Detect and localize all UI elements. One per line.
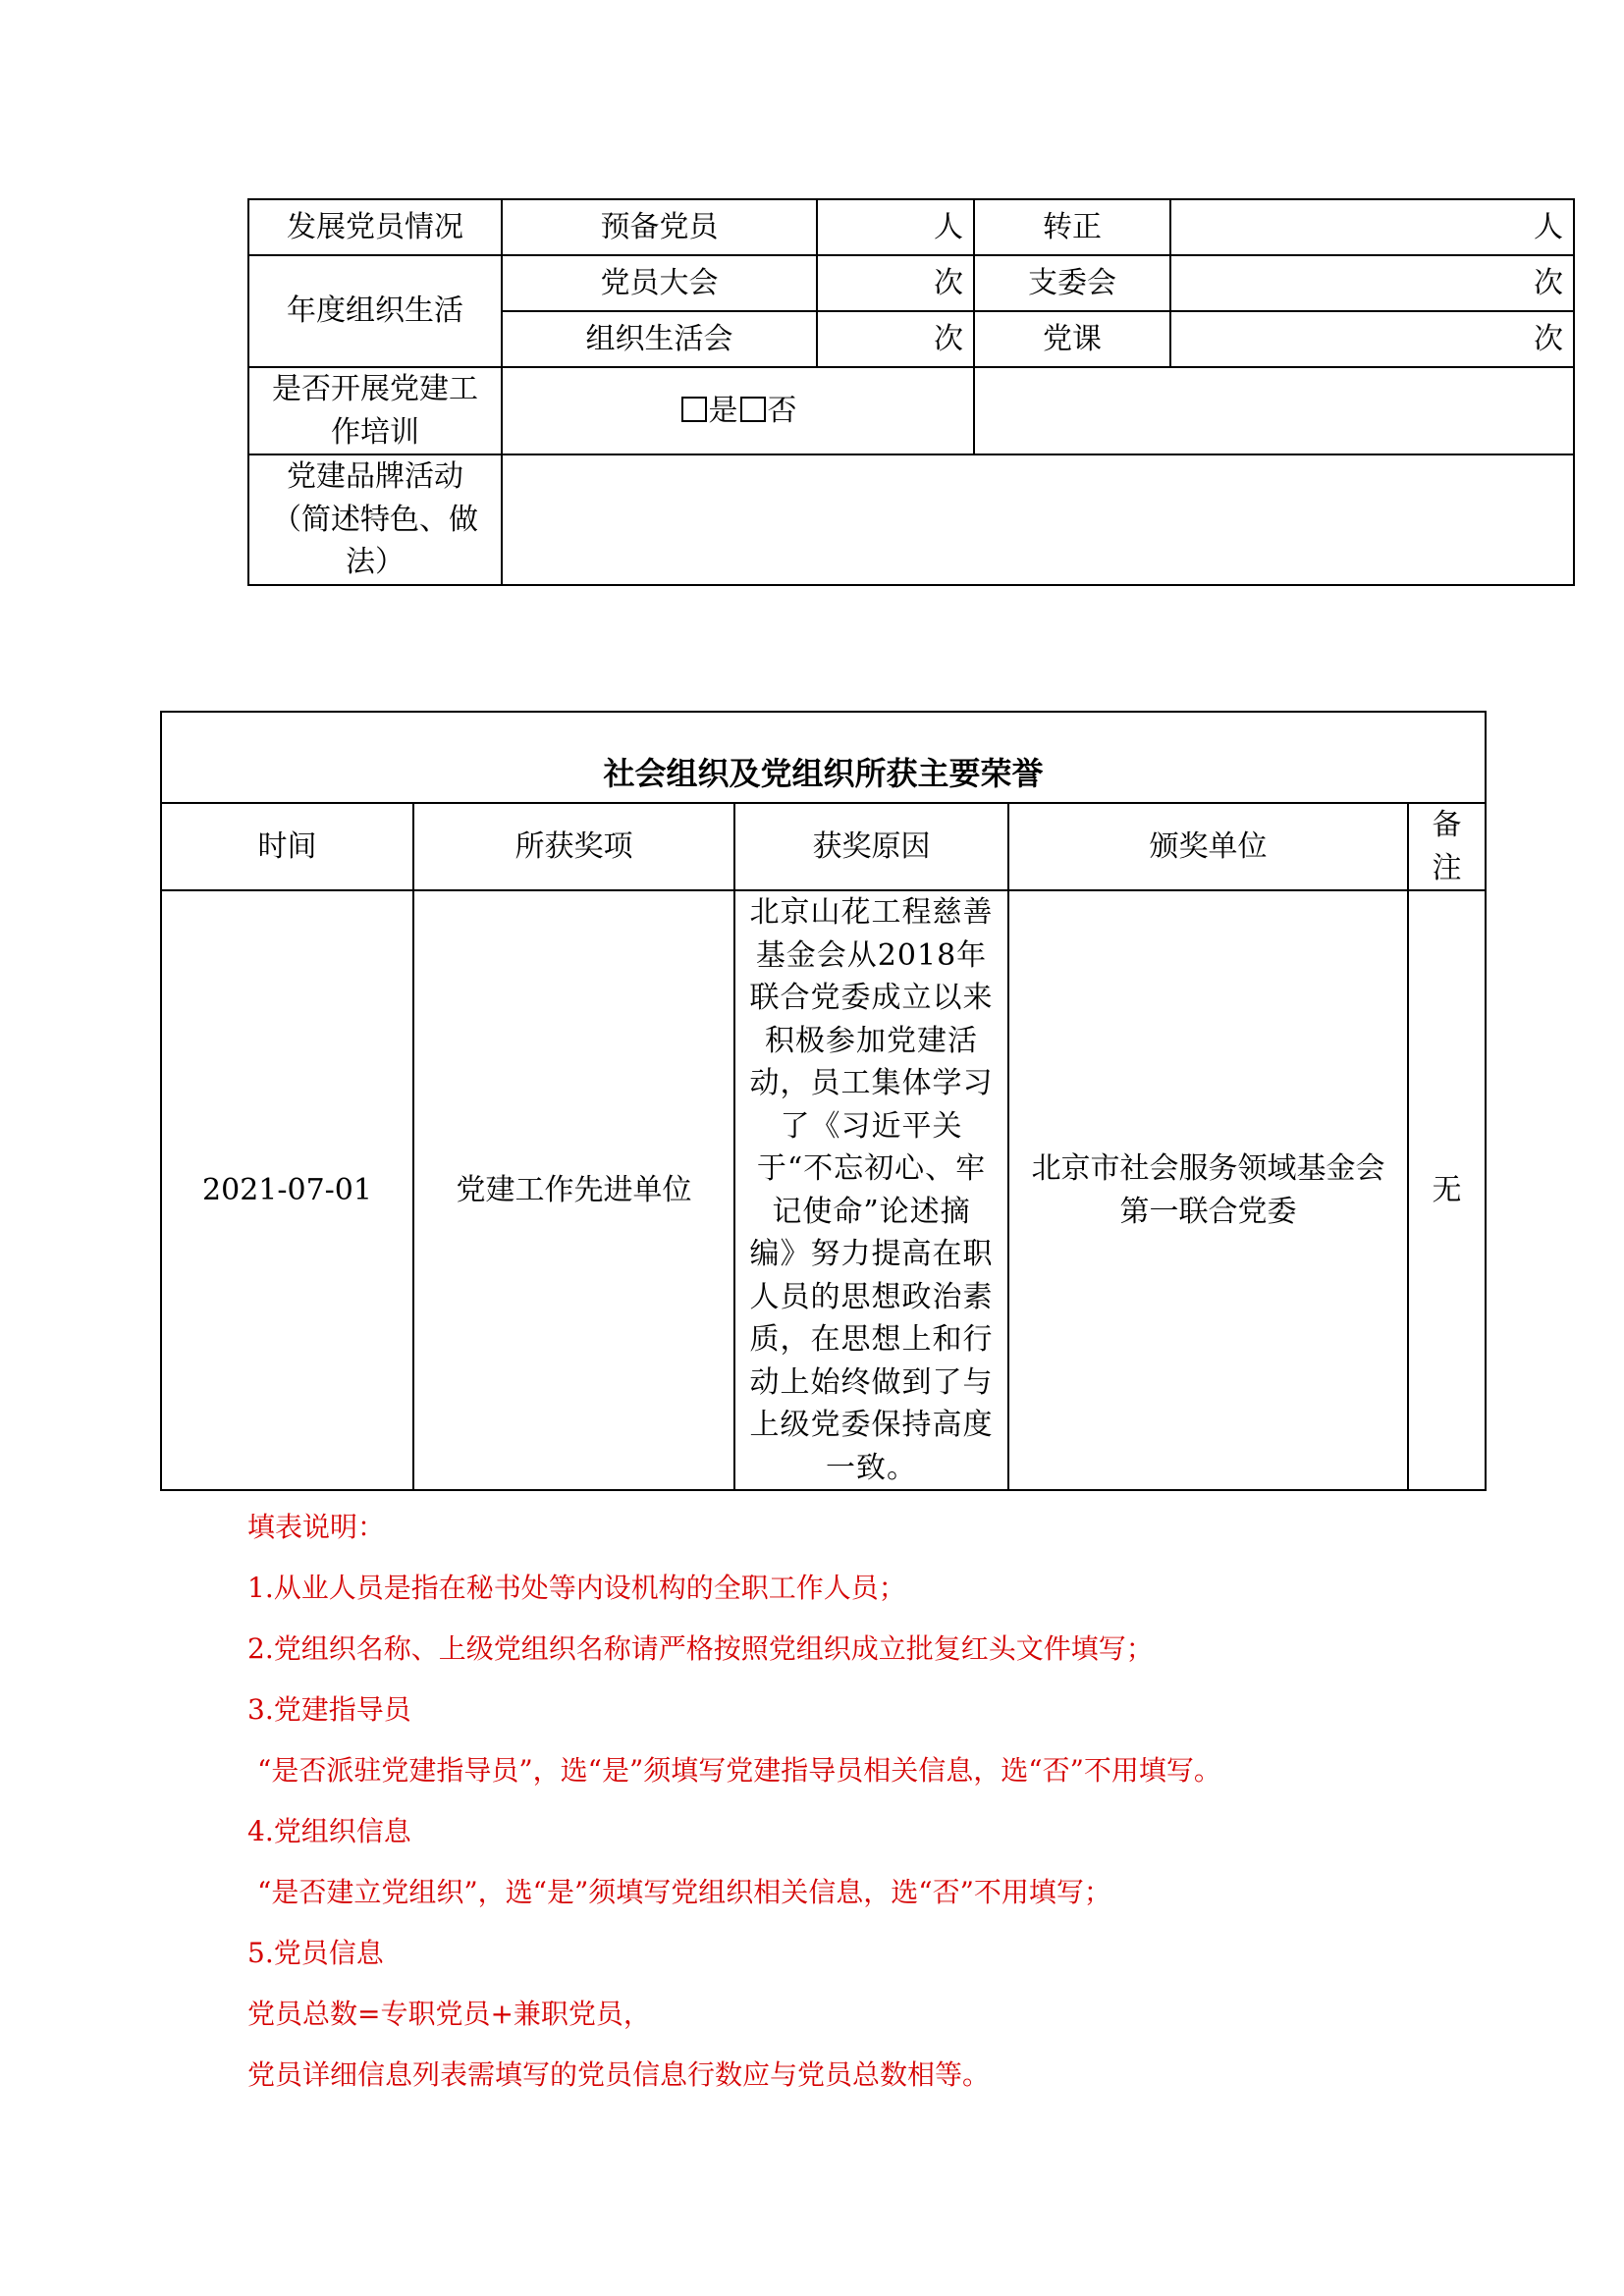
- honor-reason: 北京山花工程慈善基金会从2018年联合党委成立以来积极参加党建活动，员工集体学习了《习近平关于“不忘初心、牢记使命”论述摘编》努力提高在职人员的思想政治素质，在思想上和行动上始终做到了与上级党委保持高度一致。: [734, 890, 1008, 1490]
- note-4: 4.党组织信息: [247, 1815, 411, 1847]
- branch-committee-value-cell[interactable]: 次: [1170, 255, 1574, 311]
- training-detail-cell[interactable]: [974, 367, 1574, 454]
- header-award: 所获奖项: [413, 803, 734, 890]
- probationary-value-cell[interactable]: 人: [817, 199, 974, 255]
- note-1: 1.从业人员是指在秘书处等内设机构的全职工作人员；: [247, 1572, 906, 1604]
- notes-heading: 填表说明：: [247, 1511, 386, 1543]
- header-issuer: 颁奖单位: [1008, 803, 1408, 890]
- org-life-meeting-value-cell[interactable]: 次: [817, 311, 974, 367]
- full-member-label: 转正: [974, 199, 1170, 255]
- party-lesson-label: 党课: [974, 311, 1170, 367]
- full-member-value-cell[interactable]: 人: [1170, 199, 1574, 255]
- honor-note: 无: [1408, 890, 1486, 1490]
- note-5-detail-2: 党员详细信息列表需填写的党员信息行数应与党员总数相等。: [247, 2058, 991, 2091]
- filling-instructions: [247, 1508, 1524, 2116]
- probationary-label: 预备党员: [502, 199, 817, 255]
- general-meeting-label: 党员大会: [502, 255, 817, 311]
- branch-committee-label: 支委会: [974, 255, 1170, 311]
- honor-issuer: 北京市社会服务领域基金会第一联合党委: [1008, 890, 1408, 1490]
- party-development-table: [247, 198, 1575, 586]
- header-reason: 获奖原因: [734, 803, 1008, 890]
- note-3: 3.党建指导员: [247, 1693, 411, 1726]
- no-label: 否: [767, 393, 797, 428]
- brand-activity-cell[interactable]: [502, 454, 1574, 585]
- header-time: 时间: [161, 803, 413, 890]
- note-2: 2.党组织名称、上级党组织名称请严格按照党组织成立批复红头文件填写；: [247, 1632, 1154, 1665]
- honor-time: 2021-07-01: [161, 890, 413, 1490]
- yes-checkbox[interactable]: [681, 397, 707, 422]
- note-5-detail-1: 党员总数=专职党员+兼职党员，: [247, 1998, 651, 2030]
- org-life-meeting-label: 组织生活会: [502, 311, 817, 367]
- dev-members-label: 发展党员情况: [248, 199, 502, 255]
- table-row: [161, 890, 1486, 1490]
- note-5: 5.党员信息: [247, 1937, 384, 1969]
- no-checkbox[interactable]: [740, 397, 766, 422]
- header-note: 备注: [1408, 803, 1486, 890]
- general-meeting-value-cell[interactable]: 次: [817, 255, 974, 311]
- party-lesson-value-cell[interactable]: 次: [1170, 311, 1574, 367]
- note-4-detail: “是否建立党组织”，选“是”须填写党组织相关信息，选“否”不用填写；: [257, 1876, 1111, 1908]
- note-3-detail: “是否派驻党建指导员”，选“是”须填写党建指导员相关信息，选“否”不用填写。: [257, 1754, 1221, 1787]
- brand-activity-label: 党建品牌活动（简述特色、做法）: [248, 454, 502, 585]
- honors-title: 社会组织及党组织所获主要荣誉: [161, 712, 1486, 803]
- training-choice: [502, 367, 974, 454]
- yes-label: 是: [708, 393, 738, 428]
- honors-table: [160, 711, 1487, 1491]
- annual-org-life-label: 年度组织生活: [248, 255, 502, 367]
- honor-award: 党建工作先进单位: [413, 890, 734, 1490]
- training-label: 是否开展党建工作培训: [248, 367, 502, 454]
